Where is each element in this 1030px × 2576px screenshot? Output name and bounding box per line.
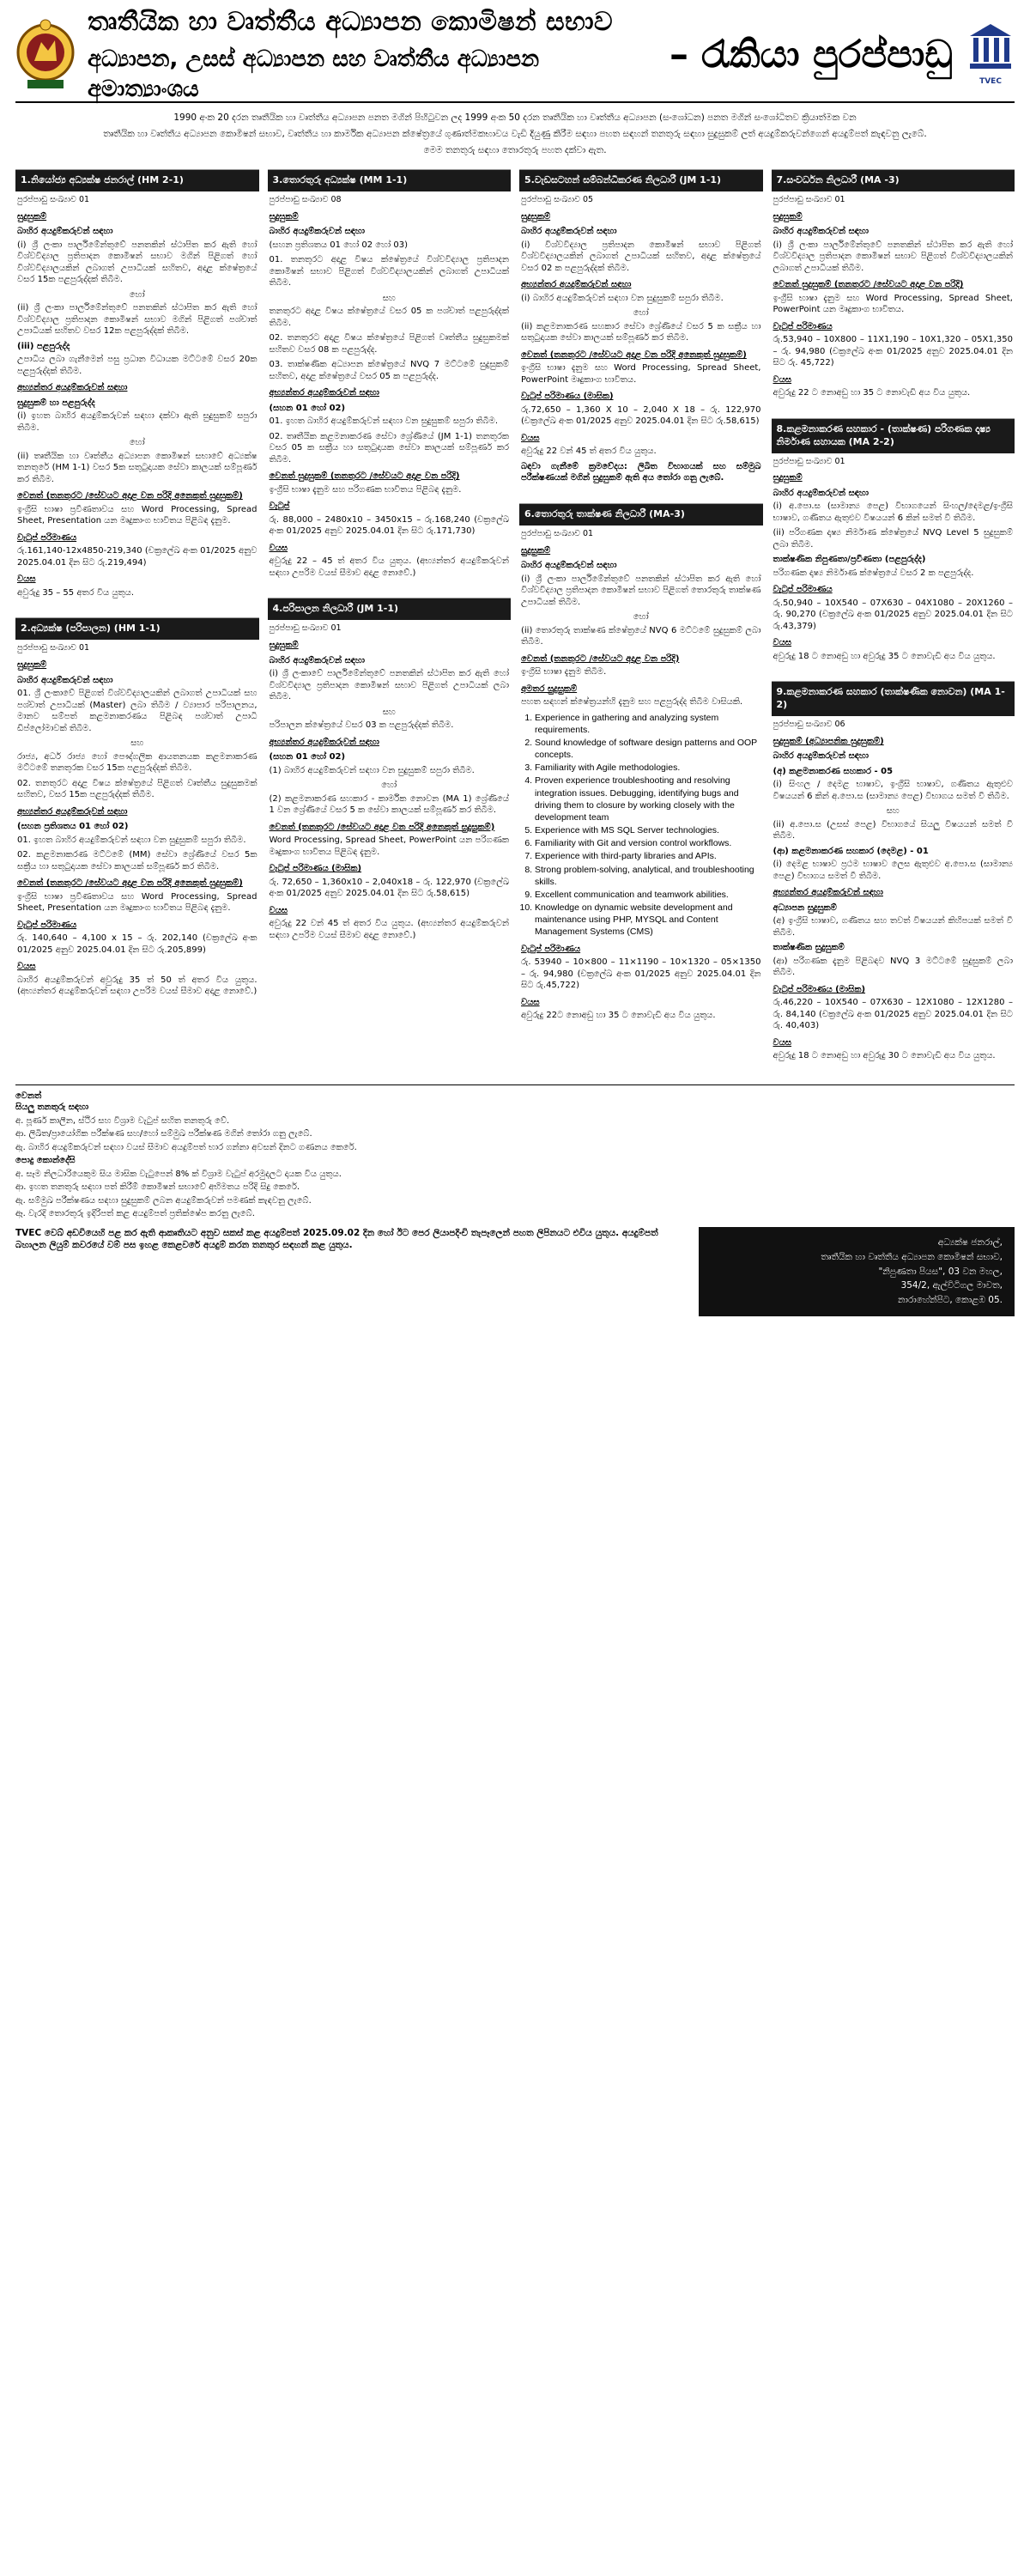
age-limit: අවුරුදු 18 ට නොඅඩු හා අවුරුදු 30 ට නොවැඩි අය විය යුතුය.: [772, 1051, 996, 1061]
qualification: (i) ශ්‍රී ලංකා පාර්ලිමේන්තුවේ පනතකින් ස්ථාපිත කර ඇති හෝ විශ්වවිද්‍යාල ප්‍රතිපාදන කොමිෂන් සභාව පිළිගත් විශ්වවිද්‍යාලයකින් ලබාගත් උපාධියක් තිබීම.: [772, 240, 1013, 273]
section-heading: වෙනත් (තනතුරට /සේවයට අදාළ වන පරිදි අනෙකුත් සුදුසුකම්): [269, 822, 495, 832]
post-deputy-director-general: [15, 169, 259, 605]
section-heading: අභ්‍යන්තර අයදුම්කරුවන් සඳහා: [269, 388, 379, 398]
vacancy-count: පුරප්පාඩු සංඛ්‍යාව 01: [521, 528, 594, 538]
qualification: (i) දෙමළ භාෂාව ප්‍රථම භාෂාව ලෙස ඇතුළුව අ.පො.ස (සාමාන්‍ය පෙළ) විභාගය සමත් වී තිබීම.: [772, 860, 1013, 881]
qualification: 01. තනතුරට අදාළ විෂය ක්ෂේත්‍රයේ විශ්වවිද්‍යාල ප්‍රතිපාදන කොමිෂන් සභාව පිළිගත් විශ්වවිද්‍යාලයකින් ලබාගත් උපාධියක් තිබීම.: [269, 255, 509, 289]
section-heading: සුදුසුකම්: [521, 545, 551, 556]
section-heading: වයස: [772, 638, 792, 648]
vacancy-count: පුරප්පාඩු සංඛ්‍යාව 06: [772, 720, 845, 730]
section-heading: අභ්‍යන්තර අයදුම්කරුවන් සඳහා: [521, 280, 632, 290]
qualification: (ii) අ.පො.ස (උසස් පෙළ) විභාගයේ සියලු විෂයයන් සමත් වී තිබීම.: [772, 819, 1013, 841]
section-heading: වෙනත් (තනතුරට /සේවයට අදාළ වන පරිදි): [521, 653, 680, 664]
post-administrative-officer: [268, 598, 512, 948]
section-heading: වයස: [772, 1037, 792, 1048]
note-line: ඈ. වැරදි තොරතුරු ඉදිරිපත් කළ අයදුම්පත් ප්‍රතික්ෂේප කරනු ලැබේ.: [15, 1209, 255, 1219]
age-limit: අවුරුදු 22ට නොඅඩු හා 35 ට නොවැඩි අය විය යුතුය.: [521, 1011, 716, 1021]
note-line: ආ. ඉහත තනතුරු සඳහා පත් කිරීම් කොමිෂන් සභාවේ අභිමතය පරිදි සිදු කෙරේ.: [15, 1182, 300, 1193]
list-item: 6. Familiarity with Git and version control workflows.: [535, 837, 761, 849]
or-separator: හෝ: [129, 438, 145, 448]
or-separator: හෝ: [633, 612, 649, 623]
age-limit: අවුරුදු 22 වන් 45 ත් අතර විය යුතුය. (අභ්‍යන්තර අයදුම්කරුවන් සඳහා උපරිම වයස් සීමාව අදාළ නොවේ.): [269, 919, 509, 940]
qualification: (i) ශ්‍රී ලංකා පාර්ලිමේන්තුවේ පනතකින් ස්ථාපිත කර ඇති හෝ විශ්වවිද්‍යාල ප්‍රතිපාදන කොමිෂන් සභාව පිළිගත් තොරතුරු තාක්ෂණ උපාධියක් තිබීම.: [521, 574, 761, 607]
qualification: 03. තාක්ෂණික අධ්‍යාපන ක්ෂේත්‍රයේ NVQ 7 මට්ටමේ සුදුසුකම් සහිතව, අදාළ ක්ෂේත්‍රයේ වසර 05 ක පළපුරුද්ද.: [269, 360, 509, 381]
sub-heading: (සහන ප්‍රතිශතය 01 හෝ 02): [17, 822, 129, 832]
qualification: (i) ශ්‍රී ලංකාවේ පාර්ලිමේන්තුවේ පනතකින් ස්ථාපිත කර ඇති හෝ විශ්වවිද්‍යාල ප්‍රතිපාදන කොමිෂන් සභාව පිළිගත් උපාධියක් ලබා තිබීම.: [269, 669, 509, 702]
other-qualification: ඉංග්‍රීසි භාෂා දැනුම සහ Word Processing, Spread Sheet, PowerPoint යන මෘදුකාංග භාවිතය.: [772, 293, 1013, 315]
qualification: (ii) කළමනාකරණ සහකාර සේවා ශ්‍රේණියේ වසර 5 ක සක්‍රීය හා සතුටුදායක සේවා කාලයක් සම්පූර්ණ කර තිබීම.: [521, 321, 761, 343]
column-2: [268, 169, 512, 1069]
post-title: 2.අධ්‍යක්ෂ (පරිපාලන) (HM 1-1): [15, 618, 259, 640]
sub-heading: තාක්ෂණික නිපුණතා/ප්‍රවීණතා (පළපුරුද්ද): [772, 555, 926, 565]
post-title: 4.පරිපාලන නිලධාරී (JM 1-1): [268, 598, 512, 620]
vacancy-grid: [15, 169, 1015, 1069]
post-title: 8.කළමනාකරණ සහකාර - (තාක්ෂණ) පරිගණක දෘෂ්‍ය නිර්මාණ සහායක (MA 2-2): [772, 419, 1015, 453]
section-heading: වයස: [521, 433, 540, 443]
note-line: අ. පූර්ණ කාලීන, ස්ථිර සහ විශ්‍රාම වැටුප් සහිත තනතුරු වේ.: [15, 1115, 230, 1126]
other-qualification: ඉංග්‍රීසි භාෂා දැනුම තිබීම.: [521, 667, 607, 677]
header-titles: [76, 5, 656, 106]
or-separator: හෝ: [633, 308, 649, 319]
qualification: 02. තනතුරට අදාළ විෂය ක්ෂේත්‍රයේ පිළිගත් වෘත්තීය සුදුසුකමක් සහිතව, වසර 15ක පළපුරුද්දක් තිබීම.: [17, 778, 258, 800]
qualification: තනතුරට අදාළ විෂය ක්ෂේත්‍රයේ වසර 05 ක පශ්චාත් පළපුරුද්දක් තිබීම.: [269, 307, 509, 328]
qualification: (i) ශ්‍රී ලංකා පාර්ලිමේන්තුවේ පනතකින් ස්ථාපිත කර ඇති හෝ විශ්වවිද්‍යාල ප්‍රතිපාදන කොමිෂන් සභාව මගින් පිළිගත් හෝ විශ්වවිද්‍යාලයකින් ලබාගත් උපාධියක් සහිතව, අදාළ ක්ෂේත්‍රයේ වසර 15ක පළපුරුද්දක් තිබීම.: [17, 240, 258, 285]
salary: රු.72,650 – 1,360 X 10 – 2,040 X 18 – රු. 122,970 (චක්‍රලේඛ අංක 01/2025 අනුව 2025.04.01 දින සිට රු.58,615): [521, 404, 761, 427]
qualification: 02. කළමනාකරණ මට්ටමේ (MM) සේවා ශ්‍රේණියේ වසර 5ක සක්‍රීය හා සතුටුදායක සේවා කාලයක් සම්පූර්ණ කර තිබීම.: [17, 850, 258, 872]
application-instructions: TVEC වෙබ් අඩවියෙහි පළ කර ඇති ආකෘතියට අනුව සකස් කළ අයදුම්පත් 2025.09.02 දින හෝ ඊට පෙර ලියාපදිංචි තැපෑලෙන් පහත ලිපිනයට එවිය යුතුය. අයදුම්පත් බහාලන ලියුම් කවරයේ වම් පස ඉහළ කෙළවරේ අයදුම් කරන තනතුර සඳහන් කළ යුතුය.: [15, 1227, 658, 1251]
sub-heading: බාහිර අයදුම්කරුවන් සඳහා: [521, 561, 617, 571]
other-qualification: ඉංග්‍රීසි භාෂා ප්‍රවීණතාවය සහ Word Processing, Spread Sheet, Presentation යන මෘදුකාංග භාවිතය පිළිබඳ දැනුම.: [17, 891, 258, 914]
list-item: 3. Familiarity with Agile methodologies.: [535, 762, 761, 774]
qualification: (i) අ.පො.ස (සාමාන්‍ය පෙළ) විභාගයෙන් සිංහල/දෙමළ/ඉංග්‍රීසි භාෂාව, ගණිතය ඇතුළුව විෂයයන් 6 කින් සමත් වී තිබීම.: [772, 501, 1013, 523]
age-limit: අවුරුදු 22 – 45 ත් අතර විය යුතුය. (අභ්‍යන්තර අයදුම්කරුවන් සඳහා උපරිම වයස් සීමාව අදාළ නොවේ.): [269, 556, 509, 578]
sub-heading: (iii) පළපුරුද්ද: [17, 341, 70, 351]
sub-heading: බාහිර අයදුම්කරුවන් සඳහා: [269, 655, 366, 665]
post-it-officer: [519, 503, 763, 1029]
section-heading: සුදුසුකම්: [269, 641, 299, 651]
other-qualification: ඉංග්‍රීසි භාෂා ප්‍රවීණතාවය සහ Word Processing, Spread Sheet, Presentation යන මෘදුකාංග භාවිතය පිළිබඳ දැනුම.: [17, 504, 258, 526]
vacancy-count: පුරප්පාඩු සංඛ්‍යාව 01: [269, 623, 342, 634]
address-box: [699, 1227, 1015, 1316]
address-line: 354/2, ඇල්විටිගල මාවත,: [900, 1280, 1003, 1291]
address-line: නාරාහේන්පිට, කොළඹ 05.: [897, 1295, 1003, 1306]
post-title: 6.තොරතුරු තාක්ෂණ නිලධාරී (MA-3): [519, 504, 763, 526]
list-item: 4. Proven experience troubleshooting and resolving integration issues. Debugging, identifying bugs and driving them to closure by working closely with the development team: [535, 775, 761, 823]
section-heading: සුදුසුකම්: [269, 211, 299, 222]
note-line: ඇ. බාහිර අයදුම්කරුවන් සඳහා වයස් සීමාව අයදුම්පත් භාර ගන්නා අවසන් දිනට ගණනය කෙරේ.: [15, 1142, 357, 1152]
column-3: [519, 169, 763, 1069]
age-limit: අවුරුදු 35 – 55 අතර විය යුතුය.: [17, 587, 135, 598]
section-heading: සුදුසුකම්: [17, 660, 47, 671]
post-title: 9.කළමනාකරණ සහකාර (තාක්ෂණික නොවන) (MA 1-2): [772, 682, 1015, 716]
section-heading: වයස: [17, 574, 36, 585]
sub-heading: (සහන 01 හෝ 02): [269, 752, 346, 762]
section-heading: වැටුප් පරිමාණය (මාසික): [521, 392, 614, 402]
section-heading: වෙනත් (තනතුරට /සේවයට අදාළ වන පරිදි අනෙකුත් සුදුසුකම්): [17, 878, 243, 889]
section-heading: සුදුසුකම්: [521, 211, 551, 222]
intro-line: තෘතීයික හා වෘත්තීය අධ්‍යාපන කොමිෂන් සභාව, වෘත්තීය හා කාර්මික අධ්‍යාපන ක්ෂේත්‍රයේ ගුණාත්මකභාවය වැඩි දියුණු කිරීම සඳහා පහත සඳහන් තනතුරු සඳහා සුදුසුකම් ලත් අයදුම්කරුවන්ගෙන් අයදුම්පත් කැඳවනු ලැබේ.: [103, 128, 927, 139]
qualification: (අ) ඉංග්‍රීසි භාෂාව, ගණිතය සහ තවත් විෂයයන් කිහිපයක් සමත් වී තිබීම.: [772, 916, 1013, 938]
qualification: (i) සිංහල / දෙමළ භාෂාව, ඉංග්‍රීසි භාෂාව, ගණිතය ඇතුළුව විෂයයන් 6 කින් අ.පො.ස (සාමාන්‍ය පෙළ) විභාගය සමත් වී තිබීම.: [772, 780, 1013, 801]
other-qualification: ඉංග්‍රීසි භාෂා දැනුම සහ පරිගණක භාවිතය පිළිබඳ දැනුම.: [269, 484, 462, 495]
note-line: අ. සෑම නිලධාරියෙකුම සිය මාසික වැටුපෙන් 8% ක් විශ්‍රාම වැටුප් අරමුදලට දායක විය යුතුය.: [15, 1169, 342, 1179]
footer: [15, 1227, 1015, 1316]
salary: රු.50,940 – 10X540 – 07X630 – 04X1080 – 20X1260 – රු. 90,270 (චක්‍රලේඛ අංක 01/2025 අනුව 2025.04.01 දින සිට රු.43,379): [772, 598, 1013, 631]
salary: රු.161,140-12x4850-219,340 (චක්‍රලේඛ අංක 01/2025 අනුව 2025.04.01 දින සිට රු.219,494): [17, 546, 258, 568]
recruitment-method: බඳවා ගැනීමේ ක්‍රමවේදය: ලිඛිත විභාගයක් සහ සම්මුඛ පරීක්ෂණයක් මගින් සුදුසුකම් ඇති අය තෝරා ගනු ලැබේ.: [521, 461, 761, 483]
vacancy-count: පුරප්පාඩු සංඛ්‍යාව 01: [772, 456, 845, 466]
tvec-logo: [966, 21, 1015, 89]
notes-subheading: පොදු කොන්දේසි: [15, 1156, 76, 1166]
qualification: (ii) තෘතීයික හා වෘත්තීය අධ්‍යාපන කොමිෂන් සභාවේ අධ්‍යක්ෂ තනතුරේ (HM 1-1) වසර 5ක සතුටුදායක සේවා කාලයක් සම්පූර්ණ කර තිබීම.: [17, 451, 258, 484]
sub-heading: අධ්‍යාපන සුදුසුකම්: [772, 902, 837, 913]
post-ma-non-technical: [772, 681, 1015, 1069]
sub-heading: බාහිර අයදුම්කරුවන් සඳහා: [17, 227, 113, 237]
section-heading: වෙනත් (තනතුරට /සේවයට අදාළ වන පරිදි අනෙකුත් සුදුසුකම්): [17, 491, 243, 501]
qualification: (ii) ශ්‍රී ලංකා පාර්ලිමේන්තුවේ පනතකින් ස්ථාපිත කර ඇති හෝ විශ්වවිද්‍යාල ප්‍රතිපාදන කොමිෂන් සභාව මගින් පිළිගත් පශ්චාත් උපාධියක් සහිතව වසර 12ක පළපුරුද්දක් තිබීම.: [17, 303, 258, 337]
age-limit: බාහිර අයදුම්කරුවන් අවුරුදු 35 ත් 50 ත් අතර විය යුතුය. (අභ්‍යන්තර අයදුම්කරුවන් සඳහා උපරිම වයස් සීමාව අදාළ නොවේ.): [17, 975, 258, 997]
salary: රු. 88,000 – 2480x10 – 3450x15 – රු.168,240 (චක්‍රලේඛ අංක 01/2025 අනුව 2025.04.01 දින සිට රු.171,730): [269, 514, 509, 537]
experience: පරිගණක දෘෂ්‍ය නිර්මාණ ක්ෂේත්‍රයේ වසර 2 ක පළපුරුද්ද.: [772, 568, 974, 578]
sub-heading: බාහිර අයදුම්කරුවන් සඳහා: [17, 675, 113, 685]
vacancy-count: පුරප්පාඩු සංඛ්‍යාව 01: [17, 195, 90, 205]
qualification: 01. ඉහත බාහිර අයදුම්කරුවන් සඳහා වන සුදුසුකම් සපුරා තිබීම.: [269, 416, 499, 427]
section-heading: වයස: [269, 543, 288, 553]
section-heading: වෙනත් සුදුසුකම් (තනතුරට /සේවයට අදාළ වන පරිදි): [269, 471, 460, 482]
section-heading: වයස: [521, 997, 540, 1007]
sri-lanka-emblem-icon: [15, 16, 76, 94]
post-title: 5.වැඩසටහන් සම්බන්ධීකරණ නිලධාරී (JM 1-1): [519, 170, 763, 191]
section-heading: වැටුප් පරිමාණය: [772, 585, 833, 595]
sub-heading: (ආ) කළමනාකරණ සහකාර (දෙමළ) - 01: [772, 846, 929, 856]
intro-text: [50, 112, 980, 157]
section-heading: වයස: [772, 374, 792, 385]
skills-list: [521, 712, 761, 939]
general-notes: [15, 1084, 1015, 1316]
list-item: 10. Knowledge on dynamic website development and maintenance using PHP, MYSQL and Content Management Systems (CMS): [535, 902, 761, 939]
qualification: (ආ) පරිගණක දැනුම පිළිබඳව NVQ 3 මට්ටමේ සුදුසුකම් ලබා තිබීම.: [772, 956, 1013, 978]
qualification: 02. තනතුරට අදාළ විෂය ක්ෂේත්‍රයේ පිළිගත් වෘත්තීය සුදුසුකමක් සහිතව වසර 08 ක පළපුරුද්ද.: [269, 333, 509, 355]
section-heading: වයස: [17, 962, 36, 972]
notes-heading: වෙනත්: [15, 1091, 42, 1101]
salary: රු.53,940 – 10X800 – 11X1,190 – 10X1,320 – 05X1,350 – රු. 94,980 (චක්‍රලේඛ අංක 01/2025 අනුව 2025.04.01 දින සිට රු. 45,722): [772, 335, 1013, 368]
or-separator: හෝ: [381, 781, 397, 791]
list-item: 9. Excellent communication and teamwork abilities.: [535, 889, 761, 901]
section-heading: සුදුසුකම් (අධ්‍යාපනික සුදුසුකම්): [772, 736, 884, 746]
qualification: (i) බාහිර අයදුම්කරුවන් සඳහා වන සුදුසුකම් සපුරා තිබීම.: [521, 293, 724, 303]
section-heading: වෙනත් සුදුසුකම් (තනතුරට /සේවයට අදාළ වන පරිදි): [772, 280, 964, 290]
vacancy-count: පුරප්පාඩු සංඛ්‍යාව 05: [521, 195, 594, 205]
sub-heading: සුදුසුකම් හා පළපුරුද්ද: [17, 398, 95, 408]
sub-heading: බාහිර අයදුම්කරුවන් සඳහා: [521, 227, 617, 237]
list-item: 8. Strong problem-solving, analytical, and troubleshooting skills.: [535, 864, 761, 888]
or-separator: සහ: [382, 293, 396, 303]
post-title: 1.නියෝජ්‍ය අධ්‍යක්ෂ ජනරාල් (HM 2-1): [15, 170, 259, 191]
note-line: ඇ. සම්මුඛ පරීක්ෂණය සඳහා සුදුසුකම් ලබන අයදුම්කරුවන් පමණක් කැඳවනු ලැබේ.: [15, 1195, 312, 1206]
section-heading: වයස: [269, 905, 288, 915]
post-information-director: [268, 169, 512, 586]
qualification: පරිපාලන ක්ෂේත්‍රයේ වසර 03 ක පළපුරුද්දක් තිබීම.: [269, 720, 454, 731]
post-development-officer: [772, 169, 1015, 406]
column-4: [772, 169, 1015, 1069]
list-item: 2. Sound knowledge of software design patterns and OOP concepts.: [535, 737, 761, 761]
section-heading: වැටුප් පරිමාණය: [17, 532, 77, 543]
post-program-coordinator: [519, 169, 763, 491]
sub-heading: බාහිර අයදුම්කරුවන් සඳහා: [772, 227, 869, 237]
section-heading: වැටුප් පරිමාණය (මාසික): [269, 864, 362, 874]
or-separator: සහ: [382, 707, 396, 717]
qualification: (i) විශ්වවිද්‍යාල ප්‍රතිපාදන කොමිෂන් සභාව පිළිගත් විශ්වවිද්‍යාලයකින් ලබාගත් උපාධියක් සහිතව, අදාළ ක්ෂේත්‍රයේ වසර 02 ක පළපුරුද්දක් තිබීම.: [521, 240, 761, 273]
vacancies-title: – රැකියා පුරප්පාඩු: [669, 33, 953, 77]
section-heading: අභ්‍යන්තර අයදුම්කරුවන් සඳහා: [269, 737, 379, 747]
age-limit: අවුරුදු 22 වන් 45 ත් අතර විය යුතුය.: [521, 447, 657, 457]
note-line: ආ. ලිඛිත/ප්‍රායෝගික පරීක්ෂණ සහ/හෝ සම්මුඛ පරීක්ෂණ මගින් තෝරා ගනු ලැබේ.: [15, 1129, 312, 1139]
page-header: [15, 6, 1015, 103]
tvec-logo-text: TVEC: [979, 76, 1002, 86]
section-heading: වැටුප් පරිමාණය: [772, 321, 833, 331]
qualification: 01. ශ්‍රී ලංකාවේ පිළිගත් විශ්වවිද්‍යාලයකින් ලබාගත් උපාධියක් සහ පශ්චාත් උපාධියක් (Master) ලබා තිබීම / ව්‍යාපාර පරිපාලනය, මානව සම්පත් කළමනාකරණය පිළිබඳ පශ්චාත් උපාධි ඩිප්ලෝමාවක් තිබීම.: [17, 689, 258, 733]
commission-name: තෘතීයික හා වෘත්තීය අධ්‍යාපන කොමිෂන් සභාව: [88, 6, 614, 37]
other-qualification: ඉංග්‍රීසි භාෂා දැනුම සහ Word Processing, Spread Sheet, PowerPoint මෘදුකාංග භාවිතය.: [521, 363, 761, 385]
section-heading: අභ්‍යන්තර අයදුම්කරුවන් සඳහා: [17, 383, 128, 393]
post-title: 7.සංවර්ධන නිලධාරී (MA -3): [772, 170, 1015, 191]
sub-heading: (සහන 01 හෝ 02): [269, 403, 346, 413]
section-heading: වෙනත් (තනතුරට /සේවයට අදාළ වන පරිදි අනෙකුත් සුදුසුකම්): [521, 349, 747, 360]
section-heading: අභ්‍යන්තර අයදුම්කරුවන් සඳහා: [772, 888, 883, 898]
vacancy-count: පුරප්පාඩු සංඛ්‍යාව 08: [269, 195, 342, 205]
section-heading: සුදුසුකම්: [772, 211, 803, 222]
list-item: 7. Experience with third-party libraries and APIs.: [535, 850, 761, 862]
experience: උපාධිය ලබා ගැනීමෙන් පසු ප්‍රධාන විධායක මට්ටමේ වසර 20ක පළපුරුද්දක් තිබීම.: [17, 355, 258, 376]
sub-heading: තාක්ෂණික සුදුසුකම්: [772, 943, 845, 953]
section-heading: වැටුප්: [269, 501, 290, 512]
section-heading: වැටුප් පරිමාණය: [521, 944, 581, 954]
vacancy-count: පුරප්පාඩු සංඛ්‍යාව 01: [17, 643, 90, 653]
qualification: (1) බාහිර අයදුම්කරුවන් සඳහා වන සුදුසුකම් සපුරා තිබීම.: [269, 765, 475, 775]
salary: රු. 140,640 – 4,100 x 15 – රු. 202,140 (චක්‍රලේඛ අංක 01/2025 අනුව 2025.04.01 දින සිට රු.205,899): [17, 933, 258, 955]
salary: රු. 53940 – 10×800 – 11×1190 – 10×1320 – 05×1350 – රු. 94,980 (චක්‍රලේඛ අංක 01/2025 අනුව 2025.04.01 දින සිට රු.45,722): [521, 957, 761, 991]
tvec-logo-icon: [966, 21, 1015, 72]
qualification: 02. තෘතීයික කළමනාකරණ සේවා ශ්‍රේණියේ (JM 1-1) තනතුරක වසර 05 ක සක්‍රීය හා සතුටුදායක සේවා කාලයක් සම්පූර්ණ කර තිබීම.: [269, 431, 509, 465]
other-qualification: Word Processing, Spread Sheet, PowerPoint යන පරිගණක මෘදුකාංග භාවිතය පිළිබඳ දැනුම.: [269, 835, 509, 857]
note: (සහන ප්‍රතිශතය 01 හෝ 02 හෝ 03): [269, 240, 409, 250]
section-heading: වැටුප් පරිමාණය (මාසික): [772, 984, 866, 994]
intro-line: මෙම තනතුරු සඳහා තොරතුරු පහත දක්වා ඇත.: [423, 144, 607, 155]
sub-heading: බාහිර අයදුම්කරුවන් සඳහා: [772, 488, 869, 498]
age-limit: අවුරුදු 22 ට නොඅඩු හා 35 ට නොවැඩි අය විය යුතුය.: [772, 388, 971, 398]
section-heading: අමතර සුදුසුකම්: [521, 683, 578, 694]
sub-heading: බාහිර අයදුම්කරුවන් සඳහා: [269, 227, 366, 237]
section-heading: අභ්‍යන්තර අයදුම්කරුවන් සඳහා: [17, 806, 128, 817]
post-ma-technical-graphics: [772, 418, 1015, 670]
section-heading: සුදුසුකම්: [17, 211, 47, 222]
extra-qualification: පහත සඳහන් ක්ෂේත්‍රයන්හි දැනුම සහ පළපුරුද්ද තිබීම වාසියකි.: [521, 697, 743, 708]
qualification: (2) කළමනාකරණ සහකාර - කාර්මික නොවන (MA 1) ශ්‍රේණියේ 1 වන ශ්‍රේණියේ වසර 5 ක සේවා කාලයක් සම්පූර්ණ කර තිබීම.: [269, 793, 509, 816]
qualification: (ii) පරිගණක දෘෂ්‍ය නිර්මාණ ක්ෂේත්‍රයේ NVQ Level 5 සුදුසුකම් ලබා තිබීම.: [772, 528, 1013, 550]
section-heading: සුදුසුකම්: [772, 473, 803, 483]
post-title: 3.තොරතුරු අධ්‍යක්ෂ (MM 1-1): [268, 170, 512, 191]
ministry-name: අධ්‍යාපන, උසස් අධ්‍යාපන සහ වෘත්තීය අධ්‍යාපන අමාත්‍යාංශය: [88, 46, 540, 103]
list-item: 1. Experience in gathering and analyzing system requirements.: [535, 712, 761, 736]
notes-subheading: සියලු තනතුරු සඳහා: [15, 1103, 89, 1113]
qualification: (i) ඉහත බාහිර අයදුම්කරුවන් සඳහා දක්වා ඇති සුදුසුකම් සපුරා තිබීම.: [17, 411, 258, 433]
post-director-administration: [15, 617, 259, 1004]
qualification: 01. ඉහත බාහිර අයදුම්කරුවන් සඳහා වන සුදුසුකම් සපුරා තිබීම.: [17, 835, 246, 845]
intro-line: 1990 අංක 20 දරන තෘතීයික හා වෘත්තීය අධ්‍යාපන පනත මගින් පිහිටුවන ලද 1999 අංක 50 දරන තෘතීයික හා වෘත්තීය අධ්‍යාපන (සංශෝධන) පනත මගින් සංශෝධිතව ක්‍රියාත්මක වන: [173, 112, 857, 123]
qualification: (ii) තොරතුරු තාක්ෂණ ක්ෂේත්‍රයේ NVQ 6 මට්ටමේ සුදුසුකම් ලබා තිබීම.: [521, 625, 761, 647]
address-line: අධ්‍යක්ෂ ජනරාල්,: [937, 1236, 1003, 1248]
salary: රු. 72,650 – 1,360x10 – 2,040x18 – රු. 122,970 (චක්‍රලේඛ අංක 01/2025 අනුව 2025.04.01 දින සිට රු.58,615): [269, 877, 509, 899]
address-line: "නිපුණතා පියස", 03 වන මහල,: [878, 1266, 1003, 1277]
sub-heading: බාහිර අයදුම්කරුවන් සඳහා: [772, 751, 869, 762]
section-heading: වැටුප් පරිමාණය: [17, 920, 77, 930]
qualification: රාජ්‍ය, අර්ධ රාජ්‍ය හෝ පෞද්ගලික ආයතනයක කළමනාකරණ මට්ටමේ තනතුරක වසර 15ක පළපුරුද්දක් තිබීම.: [17, 751, 258, 774]
age-limit: අවුරුදු 18 ට නොඅඩු හා අවුරුදු 35 ට නොවැඩි අය විය යුතුය.: [772, 651, 996, 661]
address-line: තෘතීයික හා වෘත්තීය අධ්‍යාපන කොමිෂන් සභාව,: [821, 1251, 1003, 1262]
or-separator: සහ: [886, 806, 900, 817]
column-1: [15, 169, 259, 1069]
or-separator: සහ: [130, 738, 144, 749]
list-item: 5. Experience with MS SQL Server technologies.: [535, 824, 761, 836]
vacancy-count: පුරප්පාඩු සංඛ්‍යාව 01: [772, 195, 845, 205]
salary: රු.46,220 – 10X540 – 07X630 – 12X1080 – 12X1280 – රු. 84,140 (චක්‍රලේඛ අංක 01/2025 අනුව 2025.04.01 දින සිට රු. 40,403): [772, 998, 1013, 1031]
or-separator: හෝ: [129, 289, 145, 300]
sub-heading: (අ) කළමනාකරණ සහකාර - 05: [772, 766, 894, 776]
